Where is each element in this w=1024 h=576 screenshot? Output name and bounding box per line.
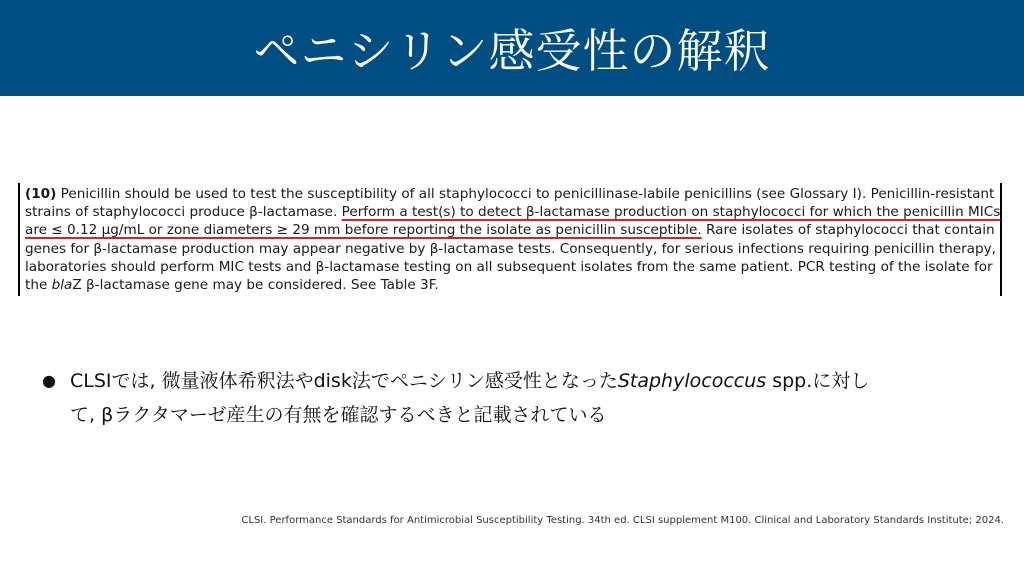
slide-title: ペニシリン感受性の解釈	[253, 24, 771, 78]
excerpt-text: Rare isolates of staphylococci that contain	[701, 222, 995, 239]
excerpt-text: the	[25, 277, 52, 294]
bullet-text	[70, 364, 982, 432]
bullet-marker: ●	[42, 371, 56, 390]
excerpt-line-1	[25, 185, 994, 203]
slide-header	[0, 0, 1024, 96]
underlined-text: are ≤ 0.12 μg/mL or zone diameters ≥ 29 mm before reporting the isolate as penicillin susceptible.	[25, 222, 702, 239]
bullet-text-part: spp.に対し	[766, 370, 870, 392]
underlined-text: Perform a test(s) to detect β-lactamase production on staphylococci for which the penicillin MICs	[341, 204, 1001, 221]
excerpt-line-4: genes for β-lactamase production may appear negative by β-lactamase tests. Consequently, for serious infections requiring penicillin therapy,	[25, 240, 996, 257]
excerpt-text: Penicillin should be used to test the susceptibility of all staphylococci to penicillinase-labile penicillins (see Glossary I). Penicillin-resistant	[56, 186, 995, 202]
bullet-point	[42, 364, 982, 432]
bullet-text-part: て, βラクタマーゼ産生の有無を確認するべきと記載されている	[70, 404, 607, 426]
citation: CLSI. Performance Standards for Antimicrobial Susceptibility Testing. 34th ed. CLSI supplement M100. Clinical and Laboratory Standards Institute; 2024.	[241, 515, 1004, 526]
organism-name-italic: Staphylococcus	[617, 370, 767, 392]
excerpt-line-2	[25, 203, 1001, 221]
guideline-excerpt	[18, 183, 1002, 296]
bullet-text-part: CLSIでは, 微量液体希釈法やdisk法でペニシリン感受性となった	[70, 370, 618, 392]
excerpt-text: Z β-lactamase gene may be considered. See Table 3F.	[72, 277, 439, 294]
note-number: (10)	[25, 186, 57, 202]
excerpt-line-6	[25, 276, 994, 294]
excerpt-line-5: laboratories should perform MIC tests and β-lactamase testing on all subsequent isolates from the same patient. PCR testing of the isolate for	[25, 258, 993, 275]
excerpt-text: strains of staphylococci produce β-lactamase.	[25, 204, 342, 221]
gene-name-italic: bla	[51, 277, 73, 294]
excerpt-line-3	[25, 221, 994, 239]
